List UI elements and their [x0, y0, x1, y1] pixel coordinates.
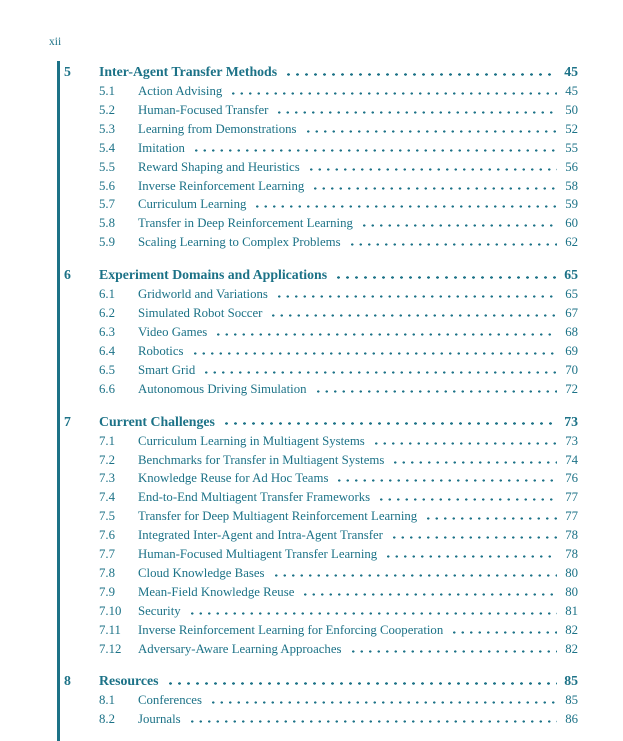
- toc-section-row[interactable]: [64, 285, 578, 304]
- section-number: 8.1: [99, 693, 115, 708]
- section-page-number: 55: [565, 140, 578, 155]
- toc-section-row[interactable]: [64, 323, 578, 342]
- section-title: Transfer for Deep Multiagent Reinforcement Learning: [138, 509, 418, 524]
- dot-leader: [372, 433, 557, 445]
- section-page-number: 67: [565, 306, 578, 321]
- chapter-number: 8: [64, 673, 71, 689]
- dot-leader: [202, 362, 557, 374]
- dot-leader: [377, 489, 557, 501]
- toc-section-row[interactable]: [64, 469, 578, 488]
- dot-leader: [384, 546, 557, 558]
- dot-leader: [335, 470, 557, 482]
- toc-section-row[interactable]: [64, 621, 578, 640]
- section-title: Benchmarks for Transfer in Multiagent Systems: [138, 452, 385, 467]
- section-title: Action Advising: [138, 84, 223, 98]
- section-page-number: 50: [565, 102, 578, 117]
- section-number: 6.2: [99, 306, 115, 321]
- section-title: Simulated Robot Soccer: [138, 306, 263, 321]
- section-page-number: 60: [565, 216, 578, 231]
- section-title: Integrated Inter-Agent and Intra-Agent Transfer: [138, 528, 383, 543]
- section-page-number: 78: [565, 547, 578, 562]
- section-page-number: 69: [565, 343, 578, 358]
- section-title: Curriculum Learning: [138, 197, 247, 212]
- dot-leader: [450, 622, 557, 634]
- chapter-number: 5: [64, 64, 71, 79]
- toc-chapter-row[interactable]: [64, 412, 578, 432]
- dot-leader: [275, 286, 557, 298]
- section-page-number: 68: [565, 324, 578, 339]
- section-number: 6.6: [99, 381, 115, 396]
- section-page-number: 56: [565, 159, 578, 174]
- section-page-number: 45: [565, 84, 578, 98]
- toc-chapter-row[interactable]: [64, 265, 578, 285]
- toc-section-row[interactable]: [64, 488, 578, 507]
- section-page-number: 82: [565, 641, 578, 656]
- section-number: 5.2: [99, 102, 115, 117]
- toc-section-row[interactable]: [64, 101, 578, 120]
- toc-section-row[interactable]: [64, 214, 578, 233]
- dot-leader: [390, 527, 557, 539]
- section-title: Mean-Field Knowledge Reuse: [138, 584, 295, 599]
- section-number: 7.6: [99, 528, 115, 543]
- section-page-number: 76: [565, 471, 578, 486]
- section-title: Learning from Demonstrations: [138, 121, 297, 136]
- toc-section-row[interactable]: [64, 545, 578, 564]
- section-page-number: 77: [565, 509, 578, 524]
- section-title: Knowledge Reuse for Ad Hoc Teams: [138, 471, 329, 486]
- section-number: 7.5: [99, 509, 115, 524]
- toc-section-row[interactable]: [64, 602, 578, 621]
- toc-section-row[interactable]: [64, 342, 578, 361]
- left-vertical-rule: [57, 61, 60, 741]
- toc-section-row[interactable]: [64, 507, 578, 526]
- dot-leader: [253, 196, 557, 208]
- dot-leader: [284, 64, 557, 76]
- section-number: 6.3: [99, 324, 115, 339]
- section-title: Curriculum Learning in Multiagent Systems: [138, 433, 365, 448]
- dot-leader: [360, 215, 557, 227]
- section-title: Video Games: [138, 324, 208, 339]
- section-title: Scaling Learning to Complex Problems: [138, 235, 341, 250]
- section-title: Imitation: [138, 140, 185, 155]
- section-title: Adversary-Aware Learning Approaches: [138, 641, 342, 656]
- dot-leader: [304, 121, 558, 133]
- section-page-number: 59: [565, 197, 578, 212]
- section-title: Robotics: [138, 343, 184, 358]
- section-title: Conferences: [138, 693, 202, 708]
- chapter-page-number: 85: [564, 673, 578, 689]
- section-title: Transfer in Deep Reinforcement Learning: [138, 216, 353, 231]
- section-page-number: 86: [565, 712, 578, 727]
- dot-leader: [209, 692, 557, 704]
- chapter-number: 6: [64, 267, 71, 283]
- section-number: 8.2: [99, 712, 115, 727]
- section-title: Autonomous Driving Simulation: [138, 381, 307, 396]
- section-page-number: 72: [565, 381, 578, 396]
- dot-leader: [188, 711, 557, 723]
- section-page-number: 77: [565, 490, 578, 505]
- section-title: Reward Shaping and Heuristics: [138, 159, 300, 174]
- dot-leader: [166, 673, 557, 685]
- section-title: End-to-End Multiagent Transfer Frameworks: [138, 490, 371, 505]
- dot-leader: [424, 508, 557, 520]
- section-number: 5.5: [99, 159, 115, 174]
- section-number: 5.4: [99, 140, 115, 155]
- section-page-number: 80: [565, 565, 578, 580]
- chapter-title: Experiment Domains and Applications: [99, 267, 328, 283]
- section-page-number: 80: [565, 584, 578, 599]
- section-number: 6.1: [99, 287, 115, 302]
- dot-leader: [275, 102, 557, 114]
- dot-leader: [301, 584, 557, 596]
- section-page-number: 73: [565, 433, 578, 448]
- toc-section-row[interactable]: [64, 82, 578, 101]
- section-title: Gridworld and Variations: [138, 287, 268, 302]
- section-title: Journals: [138, 712, 181, 727]
- section-number: 5.3: [99, 121, 115, 136]
- chapter-page-number: 45: [564, 64, 578, 79]
- toc-section-row[interactable]: [64, 583, 578, 602]
- section-page-number: 70: [565, 362, 578, 377]
- dot-leader: [222, 414, 557, 426]
- toc-section-row[interactable]: [64, 304, 578, 323]
- section-number: 5.9: [99, 235, 115, 250]
- dot-leader: [191, 343, 557, 355]
- section-page-number: 74: [565, 452, 578, 467]
- section-title: Inverse Reinforcement Learning for Enforcing Cooperation: [138, 622, 444, 637]
- toc-section-row[interactable]: [64, 710, 578, 729]
- section-title: Human-Focused Multiagent Transfer Learning: [138, 547, 378, 562]
- dot-leader: [349, 641, 558, 653]
- toc-section-row[interactable]: [64, 158, 578, 177]
- toc-section-row[interactable]: [64, 380, 578, 399]
- dot-leader: [272, 565, 557, 577]
- dot-leader: [348, 234, 557, 246]
- dot-leader: [391, 452, 557, 464]
- dot-leader: [311, 178, 557, 190]
- section-number: 7.11: [99, 622, 121, 637]
- dot-leader: [192, 140, 557, 152]
- toc-section-row[interactable]: [64, 195, 578, 214]
- section-number: 5.1: [99, 84, 115, 98]
- dot-leader: [314, 381, 558, 393]
- section-page-number: 85: [565, 693, 578, 708]
- dot-leader: [307, 159, 557, 171]
- toc-section-row[interactable]: [64, 177, 578, 196]
- dot-leader: [188, 603, 557, 615]
- section-title: Smart Grid: [138, 362, 196, 377]
- section-page-number: 82: [565, 622, 578, 637]
- toc-chapter-row[interactable]: [64, 62, 578, 82]
- toc-section-row[interactable]: [64, 139, 578, 158]
- toc-entries: [64, 49, 578, 729]
- section-number: 7.7: [99, 547, 115, 562]
- toc-chapter-row[interactable]: [64, 671, 578, 691]
- section-page-number: 52: [565, 121, 578, 136]
- chapter-number: 7: [64, 413, 71, 429]
- section-title: Cloud Knowledge Bases: [138, 565, 265, 580]
- section-page-number: 62: [565, 235, 578, 250]
- section-number: 7.1: [99, 433, 115, 448]
- section-page-number: 65: [565, 287, 578, 302]
- section-title: Human-Focused Transfer: [138, 102, 269, 117]
- section-title: Security: [138, 603, 181, 618]
- toc-section-row[interactable]: [64, 691, 578, 710]
- section-number: 6.4: [99, 343, 115, 358]
- dot-leader: [214, 324, 557, 336]
- toc-section-row[interactable]: [64, 233, 578, 252]
- toc-section-row[interactable]: [64, 526, 578, 545]
- section-number: 7.3: [99, 471, 115, 486]
- section-number: 6.5: [99, 362, 115, 377]
- section-number: 5.8: [99, 216, 115, 231]
- section-number: 7.9: [99, 584, 115, 599]
- section-number: 5.6: [99, 178, 115, 193]
- chapter-page-number: 73: [564, 413, 578, 429]
- section-page-number: 81: [565, 603, 578, 618]
- section-page-number: 58: [565, 178, 578, 193]
- toc-section-row[interactable]: [64, 432, 578, 451]
- page-number-folio: xii: [49, 36, 62, 48]
- toc-section-row[interactable]: [64, 451, 578, 470]
- chapter-title: Current Challenges: [99, 413, 215, 429]
- toc-section-row[interactable]: [64, 640, 578, 659]
- section-number: 7.2: [99, 452, 115, 467]
- section-number: 7.12: [99, 641, 122, 656]
- dot-leader: [229, 83, 557, 95]
- section-number: 7.4: [99, 490, 115, 505]
- toc-section-row[interactable]: [64, 564, 578, 583]
- section-number: 7.8: [99, 565, 115, 580]
- chapter-title: Inter-Agent Transfer Methods: [99, 64, 278, 79]
- toc-section-row[interactable]: [64, 361, 578, 380]
- chapter-page-number: 65: [564, 267, 578, 283]
- section-number: 7.10: [99, 603, 122, 618]
- chapter-title: Resources: [99, 673, 159, 689]
- section-title: Inverse Reinforcement Learning: [138, 178, 305, 193]
- dot-leader: [334, 267, 557, 279]
- dot-leader: [269, 305, 557, 317]
- section-number: 5.7: [99, 197, 115, 212]
- section-page-number: 78: [565, 528, 578, 543]
- toc-section-row[interactable]: [64, 120, 578, 139]
